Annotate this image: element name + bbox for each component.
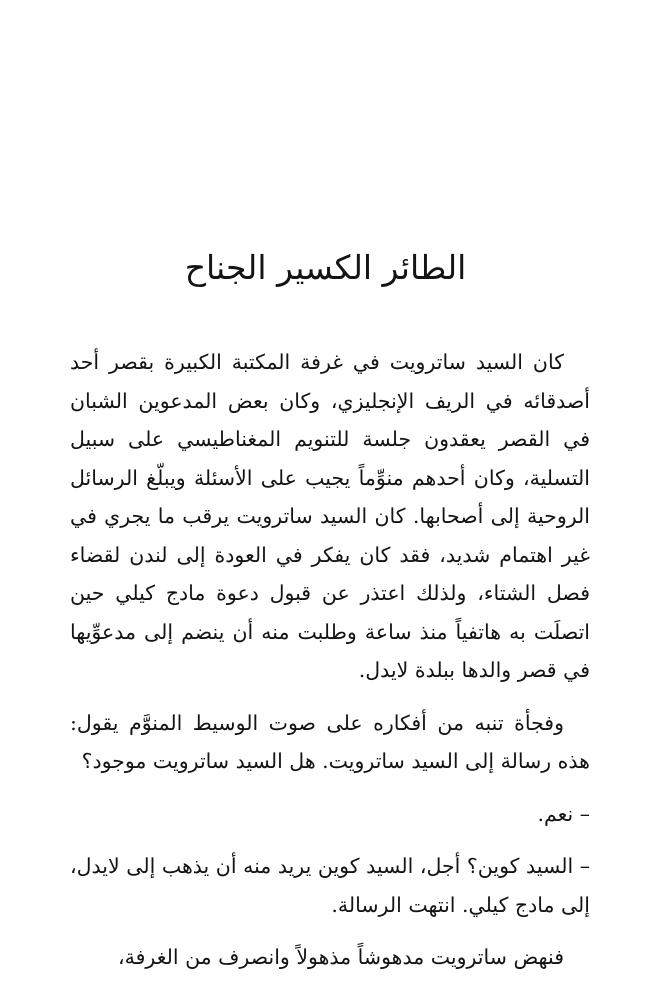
- dialogue-line-2: – السيد كوين؟ أجل، السيد كوين يريد منه أن يذهب إلى لايدل، إلى مادج كيلي. انتهت الرسالة.: [70, 854, 590, 917]
- paragraph-1: كان السيد ساترويت في غرفة المكتبة الكبيرة بقصر أحد أصدقائه في الريف الإنجليزي، وكان بعض المدعوين الشبان في القصر يعقدون جلسة للتنويم المغناطيسي على سبيل التسلية، وكان أحدهم منوِّماً يجيب على الأسئلة ويبلّغ الرسائل الروحية إلى أصحابها. كان السيد ساترويت يرقب ما يجري في غير اهتمام شديد، فقد كان يفكر في العودة إلى لندن لقضاء فصل الشتاء، ولذلك اعتذر عن قبول دعوة مادج كيلي حين اتصلَت به هاتفياً منذ ساعة وطلبت منه أن ينضم إلى مدعوِّيها في قصر والدها ببلدة لايدل.: [70, 350, 590, 682]
- chapter-title: الطائر الكسير الجناح: [184, 248, 467, 287]
- dialogue-line-1: – نعم.: [537, 801, 590, 826]
- chapter-body: [70, 343, 590, 991]
- page-bottom-decoration: [295, 994, 355, 1000]
- paragraph-3: فنهض ساترويت مدهوشاً مذهولاً وانصرف من الغرفة،: [118, 945, 564, 969]
- paragraph-2: وفجأة تنبه من أفكاره على صوت الوسيط المنوَّم يقول: هذه رسالة إلى السيد ساترويت. هل السيد ساترويت موجود؟: [70, 710, 590, 773]
